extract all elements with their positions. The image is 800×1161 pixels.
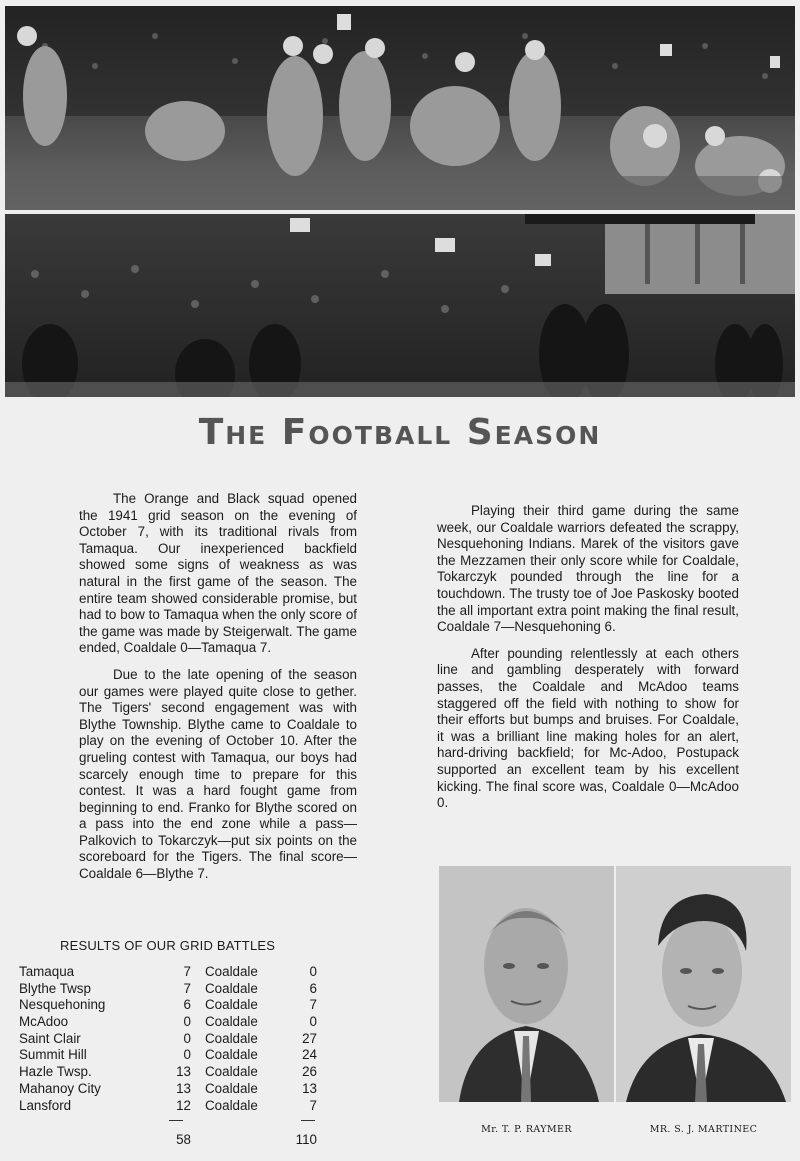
home-score: 7 <box>309 1097 317 1113</box>
football-game-photo <box>5 6 795 210</box>
article-right-column <box>437 503 739 822</box>
coach-portrait-photo <box>616 866 791 1102</box>
table-row <box>19 1098 329 1115</box>
opponent-name: Mahanoy City <box>19 1080 101 1096</box>
home-score: 7 <box>309 997 317 1013</box>
total-rule <box>169 1120 183 1121</box>
table-row <box>19 1014 329 1031</box>
opponent-score: 12 <box>176 1097 191 1113</box>
opponent-score: 7 <box>183 980 191 996</box>
opponent-score: 0 <box>183 1030 191 1046</box>
home-score: 27 <box>302 1030 317 1046</box>
coach-portrait-photo <box>439 866 614 1102</box>
opponent-name: Blythe Twsp <box>19 980 91 996</box>
portrait-caption-raymer: Mr. T. P. RAYMER <box>481 1124 572 1135</box>
opponent-name: Summit Hill <box>19 1047 87 1063</box>
opponent-score: 7 <box>183 964 191 979</box>
paragraph: Playing their third game during the same week, our Coaldale warriors defeated the scrappy, Nesquehoning Indians. Marek of the visitors gave the Mezzamen their only score while for Coaldale, Tokarczyk pounded through the line for a touchdown. The trusty toe of Joe Paskosky booted the all important extra point making the final result, Coaldale 7—Nesquehoning 6. <box>437 503 739 635</box>
home-team: Coaldale <box>205 1047 258 1063</box>
portrait-caption-martinec: MR. S. J. MARTINEC <box>649 1124 758 1135</box>
home-team: Coaldale <box>205 1030 258 1046</box>
opponent-name: Tamaqua <box>19 964 75 979</box>
home-team: Coaldale <box>205 964 258 979</box>
home-score: 26 <box>302 1064 317 1080</box>
home-score: 24 <box>302 1047 317 1063</box>
results-heading: RESULTS OF OUR GRID BATTLES <box>60 938 276 953</box>
table-row <box>19 997 329 1014</box>
opponent-score: 13 <box>176 1064 191 1080</box>
table-row <box>19 1081 329 1098</box>
opponent-name: Lansford <box>19 1097 72 1113</box>
paragraph: After pounding relentlessly at each others line and gambling desperately with forward passes, the Coaldale and McAdoo teams staggered off the field with nothing to show for their efforts but bumps and bruises. For Coaldale, it was a brilliant line making holes for an alert, hard-driving backfield; for Mc-Adoo, Postupack supported an excellent team by his excellent kicking. The final score was, Coaldale 0—McAdoo 0. <box>437 645 739 811</box>
stadium-crowd-photo <box>5 214 795 397</box>
opponent-name: McAdoo <box>19 1014 69 1030</box>
home-team: Coaldale <box>205 1080 258 1096</box>
total-opponent-score: 58 <box>176 1132 191 1147</box>
home-score: 0 <box>309 964 317 979</box>
table-row <box>19 964 329 981</box>
table-row <box>19 1047 329 1064</box>
opponent-name: Hazle Twsp. <box>19 1064 92 1080</box>
page-title: The Football Season <box>198 412 602 453</box>
home-team: Coaldale <box>205 1064 258 1080</box>
home-score: 13 <box>302 1080 317 1096</box>
article-left-column <box>79 491 357 893</box>
total-rule <box>301 1120 315 1121</box>
paragraph: Due to the late opening of the season our games were played quite close to gether. The Tigers' second engagement was with Blythe Township. Blythe came to Coaldale to play on the evening of October 10. After the grueling contest with Tamaqua, our boys had scarcely enough time to prepare for this contest. It was a hard fought game from beginning to end. Franko for Blythe scored on a pass into the end zone while a pass—Palkovich to Tokarczyk—put six points on the scoreboard for the Tigers. The final score—Coaldale 6—Blythe 7. <box>79 666 357 882</box>
total-home-score: 110 <box>295 1132 317 1147</box>
opponent-name: Nesquehoning <box>19 997 106 1013</box>
home-score: 0 <box>309 1014 317 1030</box>
opponent-score: 0 <box>183 1047 191 1063</box>
home-team: Coaldale <box>205 1014 258 1030</box>
opponent-name: Saint Clair <box>19 1030 81 1046</box>
home-team: Coaldale <box>205 980 258 996</box>
opponent-score: 0 <box>183 1014 191 1030</box>
results-table <box>19 964 329 1114</box>
opponent-score: 6 <box>183 997 191 1013</box>
table-row <box>19 1031 329 1048</box>
home-team: Coaldale <box>205 997 258 1013</box>
opponent-score: 13 <box>176 1080 191 1096</box>
table-row <box>19 981 329 998</box>
home-team: Coaldale <box>205 1097 258 1113</box>
table-row <box>19 1064 329 1081</box>
home-score: 6 <box>309 980 317 996</box>
paragraph: The Orange and Black squad opened the 1941 grid season on the evening of October 7, with its traditional rivals from Tamaqua. Our inexperienced backfield showed some signs of weakness as was natural in the first game of the season. The entire team showed considerable promise, but had to bow to Tamaqua when the only score of the game was made by Steigerwalt. The game ended, Coaldale 0—Tamaqua 7. <box>79 491 357 656</box>
